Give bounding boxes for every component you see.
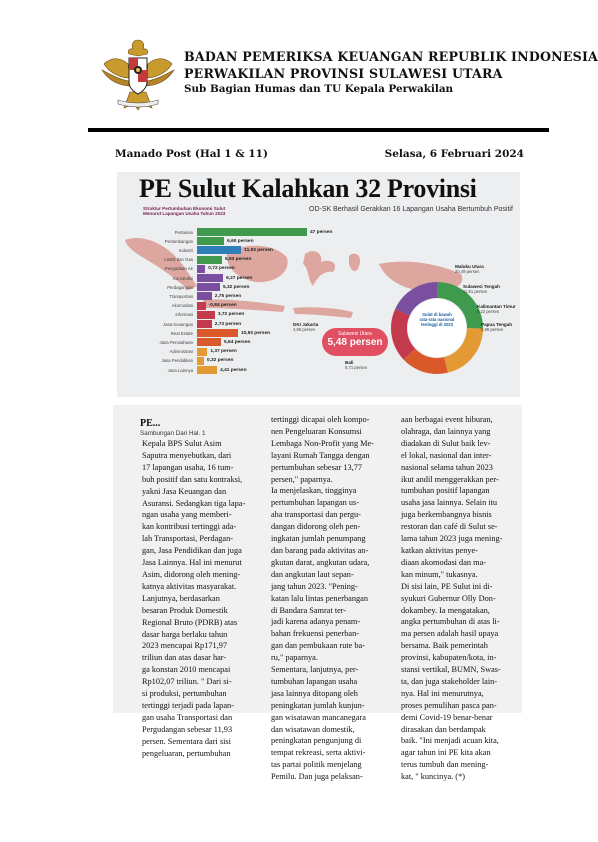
bar (197, 366, 217, 374)
article-line: ga konstan 2010 mencapai (142, 665, 231, 675)
bar-category-label: Jasa Keuangan (163, 321, 193, 327)
article-line: dirasakan dan berdampak (401, 724, 486, 734)
bar (197, 348, 207, 356)
article-line: agar tahun ini PE kita akan (401, 748, 491, 758)
article-line: diadakan di Sulut baik lev- (401, 438, 491, 448)
bar (197, 302, 206, 310)
article-line: layani Rumah Tangga dengan (271, 450, 370, 460)
article-column-1 (142, 438, 245, 759)
bar-value-label: 5,64 persen (224, 339, 251, 345)
bar-category-label: Jasa Pendidikan (161, 358, 193, 364)
article-line: dokambey. Ia mengatakan, (401, 605, 490, 615)
article-line: 2023 mencapai Rp171,97 (142, 641, 228, 651)
article-line: ikut andil menggerakkan per- (401, 474, 499, 484)
article-line: aan berbagai event hiburan, (401, 415, 493, 424)
bar-category-label: Pertambangan (164, 238, 193, 244)
article-line: tas partai politik menjelang (271, 760, 362, 770)
article-line: gan, Jasa Pendidikan dan juga (142, 546, 242, 556)
article-line: di Bandara Samrat ter- (271, 605, 347, 615)
article-line: Asim, didorong oleh mening- (142, 569, 241, 579)
article-line: el lokal, nasional dan inter- (401, 450, 492, 460)
bar-value-label: 2,73 persen (214, 321, 242, 327)
province-label: Maluku Utara 20,49 persen (455, 264, 484, 274)
article-line: ru," paparnya. (271, 653, 318, 663)
article-line: Di sisi lain, PE Sulut ini di- (401, 581, 493, 591)
bar-value-label: 3,72 persen (217, 312, 245, 318)
bar-value-label: 2,75 persen (214, 293, 242, 299)
article-line: tumbuhan positif lapangan (401, 486, 490, 496)
article-line: dan barang pada aktivitas an- (271, 545, 369, 555)
bar-category-label: Konstruksi (172, 275, 193, 281)
article-line: ta, dan juga stakeholder lain- (401, 676, 498, 686)
bar (197, 228, 307, 236)
bar-value-label: 6,27 persen (226, 275, 253, 281)
article-line: jadi karena adanya penam- (271, 617, 361, 627)
bar-category-label: Listrik dan Gas (164, 257, 193, 263)
article-line: Lanjutnya, berdasarkan (142, 593, 220, 603)
article-line: gkutan darat, angkutan udara, (271, 557, 370, 567)
article-line: pertumbuhan lapangan us- (271, 498, 360, 508)
bar-category-label: Pengadaan Air (164, 266, 193, 272)
bar-value-label: 47 persen (310, 229, 333, 235)
bar-value-label: 1,37 persen (210, 349, 237, 355)
clipping-article (113, 405, 522, 782)
article-line: katkan aktivitas penye- (401, 545, 478, 555)
org-name-line1: BADAN PEMERIKSA KEUANGAN REPUBLIK INDONESIA (184, 49, 598, 64)
bar-category-label: Real Estate (170, 330, 193, 336)
badge-label: Sulawesi Utara (338, 331, 372, 337)
org-name-line2: PERWAKILAN PROVINSI SULAWESI UTARA (184, 66, 503, 81)
article-line: peningkatan jumlah kunjun- (271, 700, 365, 710)
province-label: Bali 5,71 persen (345, 360, 368, 370)
bar-category-label: Pertanian (174, 229, 193, 235)
article-line: ma persen adalah hasil upaya (401, 629, 499, 639)
bar-value-label: 5,93 persen (224, 257, 252, 263)
article-line: persen," paparnya. (271, 474, 333, 484)
province-label: Sulawesi Tengah 11,91 persen (463, 284, 500, 294)
article-line: tertinggi terjadi pada lapan- (142, 700, 234, 710)
article-column-3 (401, 414, 502, 783)
bar-value-label: 10,93 persen (240, 330, 271, 336)
article-line: peningkatan pengunjung di (271, 736, 362, 746)
province-label: DKI Jakarta 4,96 persen (293, 322, 319, 332)
bar-category-label: Akomodasi (171, 303, 193, 309)
article-line: pengeluaran, pertumbuhan (142, 748, 231, 758)
article-line: lah Transportasi, Perdagan- (142, 534, 234, 544)
org-subdivision: Sub Bagian Humas dan TU Kepala Perwakilan (184, 83, 454, 95)
bar-value-label: 0,32 persen (207, 358, 234, 364)
article-line: bersama. Baik pemerintah (401, 641, 488, 651)
article-line: besaran Produk Domestik (142, 605, 228, 615)
article-line: nya. Hal ini menurutnya, (401, 688, 484, 698)
article-line: yakni Jasa Keuangan dan (142, 486, 227, 496)
bar (197, 265, 205, 273)
article-line: Lembaga Non-Profit yang Me- (271, 438, 374, 448)
bar-category-label: Jasa Lainnya (167, 367, 193, 373)
bar (197, 329, 238, 337)
article-line: si produksi, pertumbuhan (142, 689, 227, 699)
article-line: 17 lapangan usaha, 16 tum- (142, 462, 234, 472)
article-line: stansi vertikal, BUMN, Swas- (401, 665, 501, 675)
article-line: tertinggi dicapai oleh kompo- (271, 415, 370, 424)
article-line: kat, " kuncinya. (*) (401, 772, 465, 782)
bar-value-label: 0,72 persen (208, 266, 235, 272)
article-line: aha transportasi dan pergu- (271, 510, 361, 520)
article-line: buh positif dan satu kontraksi, (142, 474, 243, 484)
sulut-growth-badge (322, 328, 388, 356)
article-line: Pergudangan sebesar 11,93 (142, 724, 233, 734)
bar-category-label: Industri (178, 247, 193, 253)
article-line: olahraga, dan lainnya yang (401, 426, 491, 436)
article-line: tempat rekreasi, serta aktivi- (271, 748, 366, 758)
bar-value-label: 11,93 persen (244, 247, 273, 253)
article-line: diaan akomodasi dan ma- (401, 557, 487, 567)
newspaper-source: Manado Post (Hal 1 & 11) (115, 148, 268, 160)
donut-chart (389, 280, 485, 376)
article-line: lama tahun 2023 juga mening- (401, 534, 503, 544)
article-line: dasar harga berlaku tahun (142, 629, 228, 639)
article-line: katan lalu lintas penerbangan (271, 593, 368, 603)
bar-value-label: 5,32 persen (223, 284, 250, 290)
header-divider (88, 128, 549, 132)
article-line: Ia menjelaskan, tingginya (271, 486, 357, 496)
province-label: Kalimantan Timur 6,22 persen (477, 304, 516, 314)
article-line: Kepala BPS Sulut Asim (142, 439, 222, 448)
bar-value-label: -0,84 persen (208, 303, 237, 309)
article-line: dan wisatawan domestik, (271, 724, 355, 734)
subheadline: OD-SK Berhasil Gerakkan 16 Lapangan Usaha Bertumbuh Positif (309, 206, 513, 213)
article-line: Rp102,07 triliun. " Dari si- (142, 677, 232, 687)
article-line: bahan frekuensi penerban- (271, 629, 359, 639)
bar-category-label: Informasi (175, 312, 193, 318)
article-line: jang tahun 2023. "Pening- (271, 581, 358, 591)
article-line: terus tumbuh dan mening- (401, 760, 489, 770)
bar (197, 246, 241, 254)
bar (197, 320, 212, 328)
continued-from: Sambungan Dari Hal. 1 (140, 430, 206, 437)
article-line: Asuransi. Sedangkan tiga lapa- (142, 498, 246, 508)
article-line: demi Covid-19 benar-benar (401, 712, 493, 722)
article-line: gan usaha Transportasi dan (142, 712, 233, 722)
clipping-infographic (117, 172, 520, 397)
article-line: provinsi, kabupaten/kota, in- (401, 653, 497, 663)
publication-date: Selasa, 6 Februari 2024 (384, 148, 524, 160)
article-line: proses pemulihan pasca pan- (401, 700, 497, 710)
article-line: gan dan pembukaan rute ba- (271, 641, 365, 651)
section-logo: PE... (140, 418, 161, 429)
article-line: Jasa Lainnya. Hal ini menurut (142, 558, 242, 568)
bar (197, 357, 204, 365)
article-line: triliun dan atas dasar har- (142, 653, 227, 663)
article-line: dan angkutan laut sepan- (271, 569, 354, 579)
bar-category-label: Transportasi (169, 293, 193, 299)
article-line: ngan usaha yang memberi- (142, 510, 232, 520)
article-line: Regional Bruto (PDRB) atas (142, 617, 238, 627)
article-line: kan minum," tukasnya. (401, 569, 478, 579)
article-line: usaha jasa lainnya. Selain itu (401, 498, 498, 508)
bar (197, 338, 221, 346)
bar (197, 256, 222, 264)
article-line: nasional selama tahun 2023 (401, 462, 493, 472)
garuda-emblem-icon (100, 34, 176, 114)
article-line: pertumbuhan sebesar 13,77 (271, 462, 363, 472)
bar-category-label: Administrasi (169, 349, 193, 355)
bar-value-label: 6,60 persen (227, 238, 254, 244)
article-line: Pemilu. Dan juga pelaksan- (271, 772, 363, 782)
headline: PE Sulut Kalahkan 32 Provinsi (139, 174, 477, 203)
bar (197, 283, 220, 291)
bar-value-label: 4,41 persen (220, 367, 247, 373)
badge-value: 5,48 persen (327, 337, 383, 348)
article-line: gan wisatawan mancanegara (271, 712, 366, 722)
bar-category-label: Jasa Perusahaan (159, 339, 193, 345)
article-line: angka pertumbuhan di atas li- (401, 617, 500, 627)
bar-category-label: Perdagangan (167, 284, 193, 290)
article-line: juga berkembangnya bisnis (401, 510, 492, 520)
bar (197, 292, 212, 300)
bar (197, 274, 223, 282)
article-line: restoran dan café di Sulut se- (401, 522, 498, 532)
article-line: katnya aktivitas masyarakat. (142, 581, 237, 591)
article-column-2 (271, 414, 374, 783)
article-line: ingkatan jumlah penumpang (271, 534, 366, 544)
donut-center-text: Sulut di bawah rata-rata nasional tertinggi di 2023 (419, 312, 455, 327)
article-line: Sementara, lanjutnya, per- (271, 665, 359, 675)
article-line: baik. "Ini menjadi acuan kita, (401, 736, 499, 746)
article-line: jasa lainnya ditopang oleh (271, 688, 358, 698)
article-line: syukuri Gubernur Olly Don- (401, 593, 496, 603)
article-line: Saputra menyebutkan, dari (142, 450, 232, 460)
chart-title: Struktur Pertumbuhan Ekonomi Sulut Menurut Lapangan Usaha Tahun 2023 (143, 206, 226, 217)
article-line: kan kontribusi tertinggi ada- (142, 522, 237, 532)
article-line: nen Pengeluaran Konsumsi (271, 426, 362, 436)
bar (197, 237, 224, 245)
article-line: persen. Sementara dari sisi (142, 736, 231, 746)
article-line: tumbuhan lapangan usaha (271, 676, 358, 686)
bar (197, 311, 215, 319)
article-line: dangan didorong oleh pen- (271, 522, 361, 532)
province-label: Papua Tengah 5,96 persen (481, 322, 513, 332)
